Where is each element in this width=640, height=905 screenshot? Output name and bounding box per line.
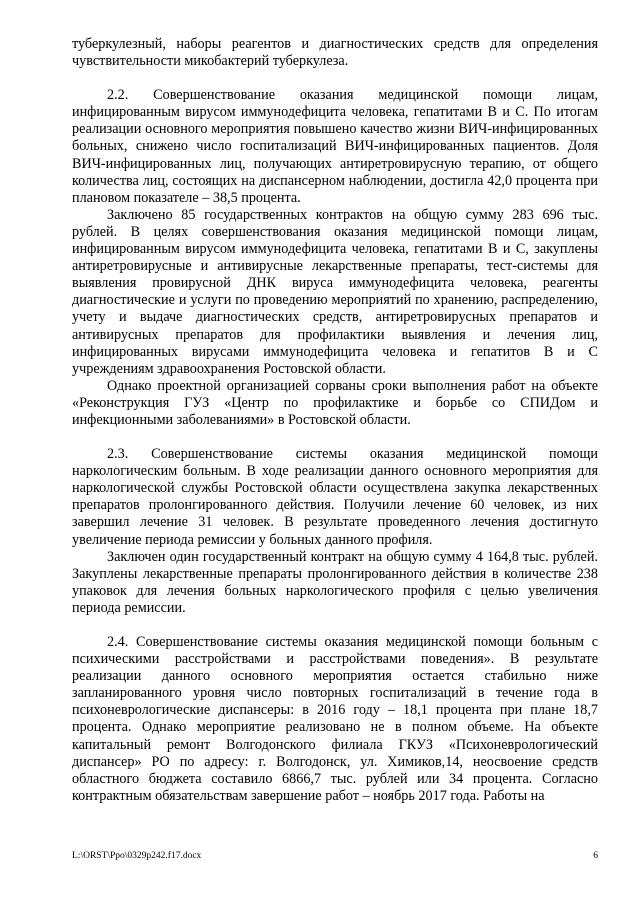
paragraph-tb-continuation: туберкулезный, наборы реагентов и диагностических средств для определения чувствительности микобактерий туберкулеза. [72,36,598,70]
document-body [72,36,598,805]
page-number: 6 [593,851,598,861]
paragraph-gap [72,429,598,446]
page-footer [72,851,598,861]
paragraph-section-2-4: 2.4. Совершенствование системы оказания медицинской помощи больным с психическими расстройствами и расстройствами поведения». В результате реализации данного основного мероприятия остается стабильно ниже запланированного уровня число повторных госпитализаций в течение года в психоневрологические диспансеры: в 2016 году – 18,1 процента при плане 18,7 процента. Однако мероприятие реализовано не в полном объеме. На объекте капитальный ремонт Волгодонского филиала ГКУЗ «Психоневрологический диспансер» РО по адресу: г. Волгодонск, ул. Химиков,14, неосвоение средств областного бюджета составило 6866,7 тыс. рублей или 34 процента. Согласно контрактным обязательствам завершение работ – ноябрь 2017 года. Работы на [72,634,598,804]
paragraph-aids-center: Однако проектной организацией сорваны сроки выполнения работ на объекте «Реконструкция ГУЗ «Центр по профилактике и борьбе со СПИДом и инфекционными заболеваниями» в Ростовской области. [72,377,598,428]
footer-file-path: L:\ORST\Ppo\0329p242.f17.docx [72,851,202,861]
paragraph-gap [72,70,598,87]
paragraph-section-2-3: 2.3. Совершенствование системы оказания медицинской помощи наркологическим больным. В ходе реализации данного основного мероприятия для наркологической службы Ростовской области осуществлена закупка лекарственных препаратов пролонгированного действия. Получили лечение 60 человек, из них завершил лечение 31 человек. В результате проведенного лечения достигнуто увеличение периода ремиссии у больных данного профиля. [72,446,598,548]
paragraph-contracts-hiv: Заключено 85 государственных контрактов на общую сумму 283 696 тыс. рублей. В целях совершенствования оказания медицинской помощи лицам, инфицированным вирусом иммунодефицита человека, гепатитами В и С, закуплены антиретровирусные и антивирусные лекарственные препараты, тест-системы для выявления провирусной ДНК вируса иммунодефицита человека, реагенты диагностические и услуги по проведению мероприятий по хранению, распределению, учету и выдаче диагностических средств, антиретровирусных препаратов и антивирусных препаратов для профилактики выявления и лечения лиц, инфицированных вирусами иммунодефицита человека и гепатитов В и С учреждениям здравоохранения Ростовской области. [72,206,598,377]
paragraph-contract-narcology: Заключен один государственный контракт на общую сумму 4 164,8 тыс. рублей. Закуплены лекарственные препараты пролонгированного действия в количестве 238 упаковок для лечения больных наркологического профиля с целью увеличения периода ремиссии. [72,548,598,616]
paragraph-gap [72,617,598,634]
paragraph-section-2-2: 2.2. Совершенствование оказания медицинской помощи лицам, инфицированным вирусом иммунодефицита человека, гепатитами В и С. По итогам реализации основного мероприятия повышено качество жизни ВИЧ-инфицированных больных, снижено число госпитализаций ВИЧ-инфицированных пациентов. Доля ВИЧ-инфицированных лиц, получающих антиретровирусную терапию, от общего количества лиц, состоящих на диспансерном наблюдении, достигла 42,0 процента при плановом показателе – 38,5 процента. [72,87,598,206]
